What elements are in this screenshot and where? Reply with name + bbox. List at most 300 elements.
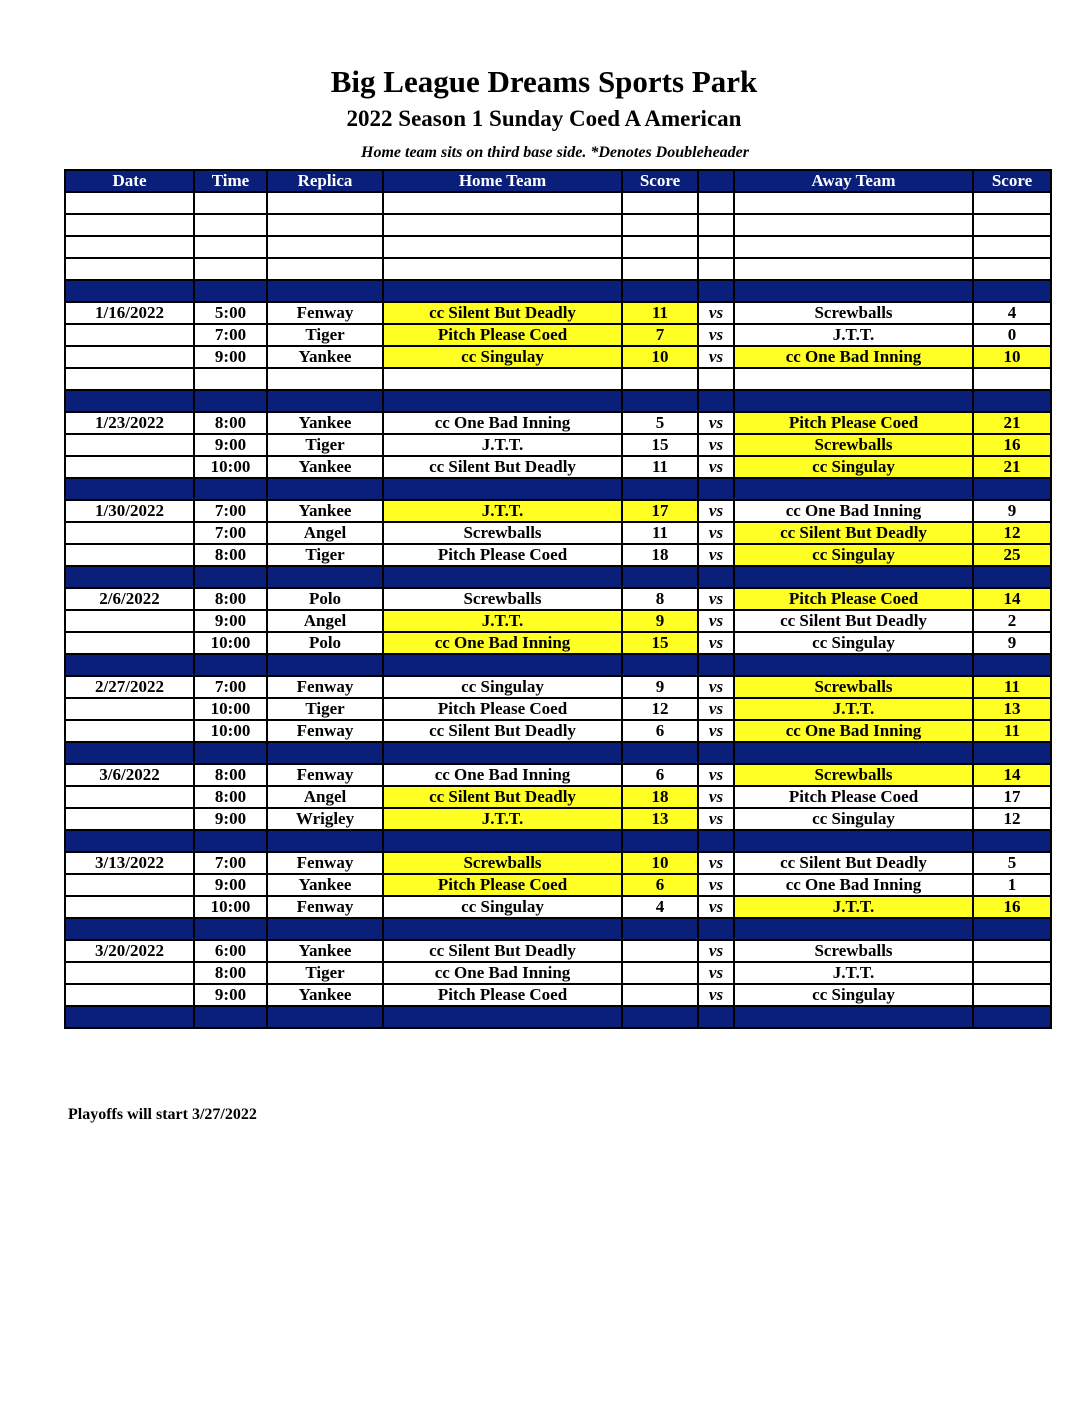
vs-cell	[698, 478, 734, 500]
home-score-cell	[622, 236, 698, 258]
time-cell	[194, 478, 267, 500]
date-cell	[65, 1006, 194, 1028]
away-score-cell	[973, 280, 1051, 302]
table-row	[65, 346, 1051, 368]
replica-cell	[267, 368, 383, 390]
time-cell: 10:00	[194, 720, 267, 742]
table-row	[65, 852, 1051, 874]
away-team-cell: cc Singulay	[734, 808, 973, 830]
col-replica-header: Replica	[267, 170, 383, 192]
home-score-cell	[622, 192, 698, 214]
date-cell	[65, 984, 194, 1006]
table-row	[65, 610, 1051, 632]
replica-cell: Tiger	[267, 962, 383, 984]
time-cell	[194, 390, 267, 412]
table-row	[65, 456, 1051, 478]
table-row	[65, 984, 1051, 1006]
time-cell: 7:00	[194, 500, 267, 522]
away-score-cell: 0	[973, 324, 1051, 346]
home-team-cell: Screwballs	[383, 522, 622, 544]
home-score-cell: 5	[622, 412, 698, 434]
time-cell: 10:00	[194, 698, 267, 720]
replica-cell: Tiger	[267, 544, 383, 566]
home-team-cell: cc Singulay	[383, 676, 622, 698]
date-cell: 1/16/2022	[65, 302, 194, 324]
vs-cell: vs	[698, 676, 734, 698]
date-cell: 1/23/2022	[65, 412, 194, 434]
date-cell: 2/6/2022	[65, 588, 194, 610]
blank-row	[65, 214, 1051, 236]
home-score-cell: 11	[622, 522, 698, 544]
date-cell	[65, 368, 194, 390]
away-score-cell	[973, 566, 1051, 588]
table-row	[65, 698, 1051, 720]
date-cell	[65, 654, 194, 676]
replica-cell	[267, 236, 383, 258]
away-score-cell: 11	[973, 676, 1051, 698]
time-cell: 7:00	[194, 676, 267, 698]
away-team-cell: cc Silent But Deadly	[734, 610, 973, 632]
home-team-cell	[383, 280, 622, 302]
week-separator-row	[65, 654, 1051, 676]
away-score-cell: 16	[973, 434, 1051, 456]
home-score-cell	[622, 214, 698, 236]
schedule-table	[64, 169, 1052, 1029]
home-score-cell: 6	[622, 720, 698, 742]
away-team-cell: Screwballs	[734, 940, 973, 962]
home-team-cell	[383, 236, 622, 258]
away-team-cell: Pitch Please Coed	[734, 588, 973, 610]
home-score-cell	[622, 962, 698, 984]
replica-cell: Tiger	[267, 434, 383, 456]
week-separator-row	[65, 742, 1051, 764]
away-score-cell: 9	[973, 500, 1051, 522]
away-team-cell: Screwballs	[734, 434, 973, 456]
vs-cell: vs	[698, 302, 734, 324]
home-score-cell: 6	[622, 874, 698, 896]
week-separator-row	[65, 830, 1051, 852]
replica-cell: Tiger	[267, 324, 383, 346]
away-score-cell: 1	[973, 874, 1051, 896]
time-cell: 8:00	[194, 764, 267, 786]
blank-row	[65, 258, 1051, 280]
away-team-cell: J.T.T.	[734, 896, 973, 918]
time-cell: 9:00	[194, 984, 267, 1006]
away-score-cell	[973, 940, 1051, 962]
away-score-cell: 14	[973, 764, 1051, 786]
home-team-cell: J.T.T.	[383, 500, 622, 522]
replica-cell	[267, 280, 383, 302]
home-team-cell: cc One Bad Inning	[383, 764, 622, 786]
replica-cell: Yankee	[267, 500, 383, 522]
away-team-cell	[734, 258, 973, 280]
away-score-cell	[973, 654, 1051, 676]
away-team-cell: cc Singulay	[734, 984, 973, 1006]
away-team-cell	[734, 280, 973, 302]
away-team-cell: Screwballs	[734, 302, 973, 324]
away-score-cell: 21	[973, 412, 1051, 434]
time-cell	[194, 654, 267, 676]
time-cell: 7:00	[194, 852, 267, 874]
table-row	[65, 720, 1051, 742]
away-team-cell	[734, 1006, 973, 1028]
date-cell	[65, 720, 194, 742]
date-cell	[65, 896, 194, 918]
replica-cell	[267, 654, 383, 676]
replica-cell: Yankee	[267, 346, 383, 368]
home-team-cell	[383, 742, 622, 764]
date-cell	[65, 236, 194, 258]
home-team-cell	[383, 368, 622, 390]
away-score-cell	[973, 1006, 1051, 1028]
away-team-cell: cc Silent But Deadly	[734, 522, 973, 544]
home-team-cell: Pitch Please Coed	[383, 698, 622, 720]
replica-cell	[267, 742, 383, 764]
replica-cell	[267, 390, 383, 412]
date-cell	[65, 280, 194, 302]
time-cell	[194, 1006, 267, 1028]
home-team-cell: cc Silent But Deadly	[383, 456, 622, 478]
away-score-cell	[973, 368, 1051, 390]
date-cell: 1/30/2022	[65, 500, 194, 522]
date-cell: 3/6/2022	[65, 764, 194, 786]
page-title: Big League Dreams Sports Park	[330, 64, 758, 99]
time-cell: 7:00	[194, 324, 267, 346]
replica-cell: Fenway	[267, 720, 383, 742]
time-cell	[194, 258, 267, 280]
time-cell	[194, 918, 267, 940]
replica-cell: Yankee	[267, 412, 383, 434]
time-cell: 8:00	[194, 588, 267, 610]
away-team-cell: cc One Bad Inning	[734, 500, 973, 522]
vs-cell	[698, 280, 734, 302]
vs-cell: vs	[698, 874, 734, 896]
away-score-cell: 11	[973, 720, 1051, 742]
away-team-cell: J.T.T.	[734, 324, 973, 346]
col-vs-header	[698, 170, 734, 192]
replica-cell: Fenway	[267, 676, 383, 698]
home-team-cell	[383, 830, 622, 852]
table-row	[65, 896, 1051, 918]
col-home-score-header: Score	[622, 170, 698, 192]
home-score-cell	[622, 258, 698, 280]
vs-cell	[698, 1006, 734, 1028]
away-team-cell: cc Singulay	[734, 456, 973, 478]
home-team-cell: J.T.T.	[383, 434, 622, 456]
home-score-cell: 9	[622, 676, 698, 698]
away-team-cell: cc Silent But Deadly	[734, 852, 973, 874]
home-score-cell: 6	[622, 764, 698, 786]
replica-cell: Polo	[267, 588, 383, 610]
home-score-cell: 15	[622, 434, 698, 456]
away-team-cell: Screwballs	[734, 764, 973, 786]
vs-cell	[698, 566, 734, 588]
home-team-cell: cc Singulay	[383, 896, 622, 918]
home-team-cell	[383, 918, 622, 940]
away-score-cell: 10	[973, 346, 1051, 368]
home-team-cell: J.T.T.	[383, 610, 622, 632]
home-score-cell	[622, 390, 698, 412]
vs-cell: vs	[698, 852, 734, 874]
home-score-cell: 9	[622, 610, 698, 632]
vs-cell: vs	[698, 808, 734, 830]
time-cell	[194, 192, 267, 214]
vs-cell	[698, 236, 734, 258]
week-separator-row	[65, 1006, 1051, 1028]
time-cell	[194, 280, 267, 302]
vs-cell	[698, 192, 734, 214]
away-score-cell	[973, 478, 1051, 500]
away-team-cell: cc One Bad Inning	[734, 720, 973, 742]
time-cell: 10:00	[194, 896, 267, 918]
date-cell	[65, 566, 194, 588]
date-cell	[65, 830, 194, 852]
week-separator-row	[65, 280, 1051, 302]
week-separator-row	[65, 918, 1051, 940]
date-cell	[65, 962, 194, 984]
vs-cell: vs	[698, 456, 734, 478]
home-score-cell: 18	[622, 544, 698, 566]
time-cell: 9:00	[194, 610, 267, 632]
vs-cell: vs	[698, 984, 734, 1006]
home-team-cell	[383, 192, 622, 214]
home-team-cell: cc One Bad Inning	[383, 632, 622, 654]
replica-cell	[267, 830, 383, 852]
date-cell	[65, 698, 194, 720]
date-cell	[65, 390, 194, 412]
table-row	[65, 632, 1051, 654]
table-row	[65, 544, 1051, 566]
vs-cell: vs	[698, 588, 734, 610]
time-cell: 8:00	[194, 962, 267, 984]
away-score-cell: 21	[973, 456, 1051, 478]
vs-cell: vs	[698, 346, 734, 368]
home-score-cell: 17	[622, 500, 698, 522]
home-score-cell: 8	[622, 588, 698, 610]
table-header-row	[65, 170, 1051, 192]
replica-cell: Tiger	[267, 698, 383, 720]
time-cell: 9:00	[194, 434, 267, 456]
vs-cell	[698, 742, 734, 764]
vs-cell	[698, 214, 734, 236]
replica-cell: Yankee	[267, 456, 383, 478]
home-team-cell: cc One Bad Inning	[383, 962, 622, 984]
replica-cell	[267, 918, 383, 940]
home-score-cell	[622, 368, 698, 390]
date-cell	[65, 742, 194, 764]
time-cell: 9:00	[194, 874, 267, 896]
away-team-cell	[734, 566, 973, 588]
date-cell	[65, 192, 194, 214]
replica-cell	[267, 258, 383, 280]
date-cell	[65, 522, 194, 544]
time-cell: 6:00	[194, 940, 267, 962]
away-score-cell: 2	[973, 610, 1051, 632]
away-team-cell: cc One Bad Inning	[734, 874, 973, 896]
time-cell	[194, 566, 267, 588]
away-score-cell: 9	[973, 632, 1051, 654]
page-subtitle: 2022 Season 1 Sunday Coed A American	[346, 106, 742, 131]
away-score-cell: 13	[973, 698, 1051, 720]
vs-cell: vs	[698, 962, 734, 984]
away-score-cell: 5	[973, 852, 1051, 874]
date-cell	[65, 918, 194, 940]
table-row	[65, 522, 1051, 544]
away-score-cell: 4	[973, 302, 1051, 324]
replica-cell: Wrigley	[267, 808, 383, 830]
home-team-cell: cc Silent But Deadly	[383, 940, 622, 962]
home-team-cell: cc Singulay	[383, 346, 622, 368]
home-team-cell: J.T.T.	[383, 808, 622, 830]
time-cell	[194, 742, 267, 764]
away-score-cell	[973, 830, 1051, 852]
date-cell	[65, 544, 194, 566]
away-team-cell: J.T.T.	[734, 698, 973, 720]
away-team-cell	[734, 368, 973, 390]
vs-cell: vs	[698, 764, 734, 786]
away-team-cell	[734, 830, 973, 852]
home-team-cell	[383, 566, 622, 588]
table-row	[65, 940, 1051, 962]
away-score-cell	[973, 390, 1051, 412]
away-score-cell: 14	[973, 588, 1051, 610]
time-cell: 10:00	[194, 632, 267, 654]
date-cell	[65, 434, 194, 456]
col-away-team-header: Away Team	[734, 170, 973, 192]
vs-cell: vs	[698, 698, 734, 720]
away-score-cell	[973, 918, 1051, 940]
home-score-cell: 13	[622, 808, 698, 830]
home-team-cell: cc One Bad Inning	[383, 412, 622, 434]
away-team-cell	[734, 236, 973, 258]
home-score-cell	[622, 566, 698, 588]
home-team-cell	[383, 478, 622, 500]
time-cell: 8:00	[194, 544, 267, 566]
away-score-cell	[973, 984, 1051, 1006]
replica-cell: Angel	[267, 786, 383, 808]
table-row	[65, 588, 1051, 610]
table-row	[65, 500, 1051, 522]
home-score-cell: 11	[622, 302, 698, 324]
week-separator-row	[65, 478, 1051, 500]
away-score-cell	[973, 236, 1051, 258]
replica-cell: Angel	[267, 610, 383, 632]
away-score-cell: 12	[973, 522, 1051, 544]
away-score-cell	[973, 214, 1051, 236]
time-cell	[194, 236, 267, 258]
home-score-cell: 11	[622, 456, 698, 478]
home-score-cell: 4	[622, 896, 698, 918]
vs-cell: vs	[698, 896, 734, 918]
col-date-header: Date	[65, 170, 194, 192]
replica-cell: Fenway	[267, 302, 383, 324]
home-score-cell: 18	[622, 786, 698, 808]
vs-cell: vs	[698, 940, 734, 962]
schedule-body	[65, 192, 1051, 1028]
date-cell	[65, 324, 194, 346]
away-score-cell: 12	[973, 808, 1051, 830]
home-team-cell: Screwballs	[383, 588, 622, 610]
home-team-cell: cc Silent But Deadly	[383, 720, 622, 742]
home-score-cell	[622, 940, 698, 962]
away-score-cell: 25	[973, 544, 1051, 566]
table-row	[65, 786, 1051, 808]
home-team-cell	[383, 214, 622, 236]
home-team-cell	[383, 1006, 622, 1028]
replica-cell	[267, 566, 383, 588]
time-cell: 7:00	[194, 522, 267, 544]
col-home-team-header: Home Team	[383, 170, 622, 192]
vs-cell	[698, 258, 734, 280]
home-score-cell: 10	[622, 852, 698, 874]
table-row	[65, 434, 1051, 456]
replica-cell: Angel	[267, 522, 383, 544]
away-score-cell	[973, 742, 1051, 764]
table-row	[65, 412, 1051, 434]
time-cell	[194, 368, 267, 390]
vs-cell: vs	[698, 632, 734, 654]
replica-cell: Yankee	[267, 984, 383, 1006]
away-score-cell	[973, 258, 1051, 280]
time-cell: 10:00	[194, 456, 267, 478]
home-team-cell: cc Silent But Deadly	[383, 302, 622, 324]
date-cell	[65, 214, 194, 236]
home-team-cell	[383, 390, 622, 412]
home-score-cell	[622, 280, 698, 302]
away-team-cell	[734, 390, 973, 412]
home-score-cell	[622, 478, 698, 500]
replica-cell: Polo	[267, 632, 383, 654]
table-row	[65, 302, 1051, 324]
away-team-cell	[734, 654, 973, 676]
vs-cell	[698, 830, 734, 852]
playoffs-note: Playoffs will start 3/27/2022	[68, 1106, 257, 1123]
date-cell	[65, 786, 194, 808]
away-team-cell: Pitch Please Coed	[734, 412, 973, 434]
replica-cell	[267, 192, 383, 214]
vs-cell	[698, 654, 734, 676]
away-score-cell: 17	[973, 786, 1051, 808]
vs-cell: vs	[698, 500, 734, 522]
header-note: Home team sits on third base side. *Denotes Doubleheader	[361, 144, 749, 161]
home-team-cell	[383, 258, 622, 280]
table-row	[65, 962, 1051, 984]
vs-cell: vs	[698, 610, 734, 632]
home-team-cell: Pitch Please Coed	[383, 324, 622, 346]
replica-cell	[267, 214, 383, 236]
time-cell: 8:00	[194, 786, 267, 808]
vs-cell: vs	[698, 786, 734, 808]
replica-cell: Fenway	[267, 896, 383, 918]
away-score-cell	[973, 192, 1051, 214]
table-row	[65, 874, 1051, 896]
date-cell	[65, 456, 194, 478]
replica-cell: Fenway	[267, 764, 383, 786]
time-cell: 8:00	[194, 412, 267, 434]
away-team-cell: Pitch Please Coed	[734, 786, 973, 808]
away-team-cell	[734, 192, 973, 214]
home-score-cell: 7	[622, 324, 698, 346]
blank-row	[65, 192, 1051, 214]
date-cell	[65, 874, 194, 896]
time-cell: 9:00	[194, 346, 267, 368]
vs-cell: vs	[698, 434, 734, 456]
table-row	[65, 676, 1051, 698]
vs-cell	[698, 390, 734, 412]
replica-cell: Fenway	[267, 852, 383, 874]
vs-cell: vs	[698, 544, 734, 566]
table-row	[65, 808, 1051, 830]
